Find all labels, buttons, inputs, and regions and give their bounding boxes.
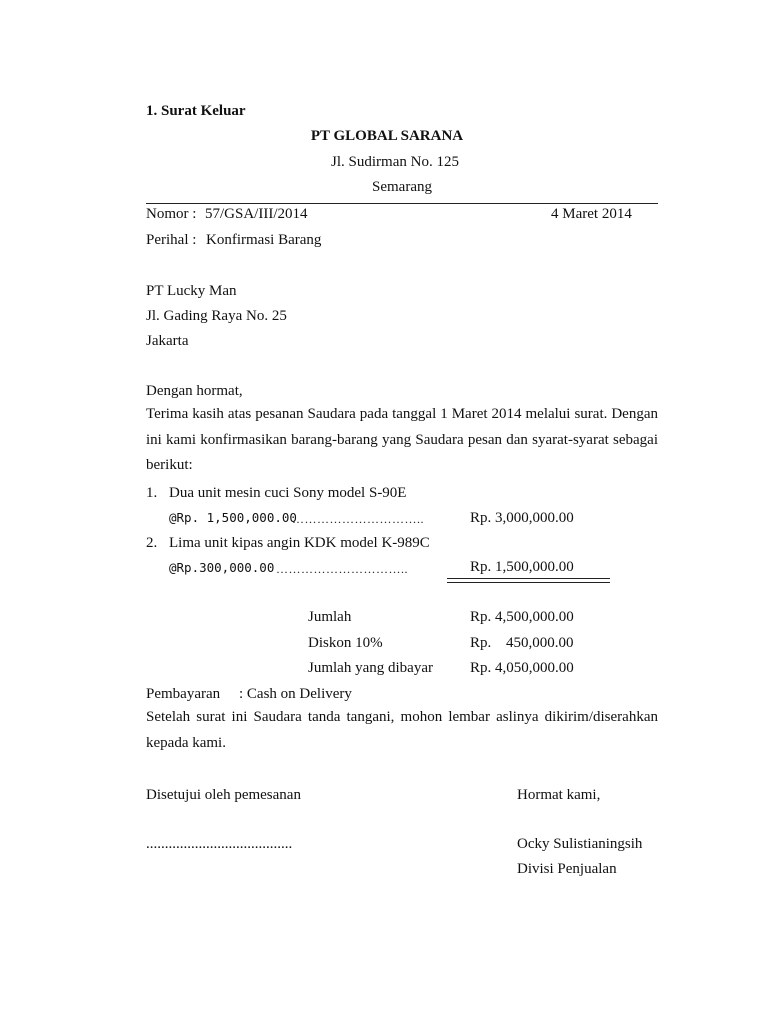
item-1-description: Dua unit mesin cuci Sony model S-90E [169,485,407,501]
company-city: Semarang [372,179,432,195]
dibayar-label: Jumlah yang dibayar [308,660,433,676]
salutation: Dengan hormat, [146,383,243,399]
section-title: 1. Surat Keluar [146,103,246,119]
total-double-underline [447,578,610,583]
item-2-total: Rp. 1,500,000.00 [470,559,574,575]
item-2-dots: ………………………….. [276,562,408,576]
dibayar-value: Rp. 4,050,000.00 [470,660,574,676]
company-name: PT GLOBAL SARANA [310,128,464,144]
payment-value: : Cash on Delivery [239,686,352,702]
signer-division: Divisi Penjualan [517,861,617,877]
item-2-number: 2. [146,535,158,551]
item-1-total: Rp. 3,000,000.00 [470,510,574,526]
perihal-value: Konfirmasi Barang [206,232,322,248]
item-1-number: 1. [146,485,158,501]
letterhead-rule [146,203,658,204]
letter-date: 4 Maret 2014 [551,206,632,222]
payment-label: Pembayaran [146,686,221,702]
company-address: Jl. Sudirman No. 125 [331,154,459,170]
signer-name: Ocky Sulistianingsih [517,836,643,852]
right-signature-label: Hormat kami, [517,787,601,803]
item-1-dots: ………………………….. [292,512,424,526]
diskon-amount: 450,000.00 [506,635,574,651]
left-signature-label: Disetujui oleh pemesanan [146,787,301,803]
diskon-label: Diskon 10% [308,635,383,651]
recipient-address: Jl. Gading Raya No. 25 [146,308,287,324]
intro-paragraph: Terima kasih atas pesanan Saudara pada tanggal 1 Maret 2014 melalui surat. Dengan ini kami konfirmasikan barang-barang yang Saudara pesan dan syarat-syarat sebagai berikut: [146,406,658,473]
nomor-label: Nomor : [146,206,197,222]
recipient-name: PT Lucky Man [146,283,237,299]
diskon-currency: Rp. [470,635,492,651]
perihal-label: Perihal : [146,232,197,248]
recipient-city: Jakarta [146,333,189,349]
nomor-value: 57/GSA/III/2014 [205,206,308,222]
item-1-unit-price: @Rp. 1,500,000.00 [169,510,297,525]
left-signature-line: ....................................... [146,836,293,852]
closing-paragraph: Setelah surat ini Saudara tanda tangani, mohon lembar aslinya dikirim/diserahkan kepada kami. [146,709,658,751]
item-2-unit-price: @Rp.300,000.00 [169,560,275,575]
jumlah-value: Rp. 4,500,000.00 [470,609,574,625]
jumlah-label: Jumlah [308,609,352,625]
item-2-description: Lima unit kipas angin KDK model K-989C [169,535,430,551]
